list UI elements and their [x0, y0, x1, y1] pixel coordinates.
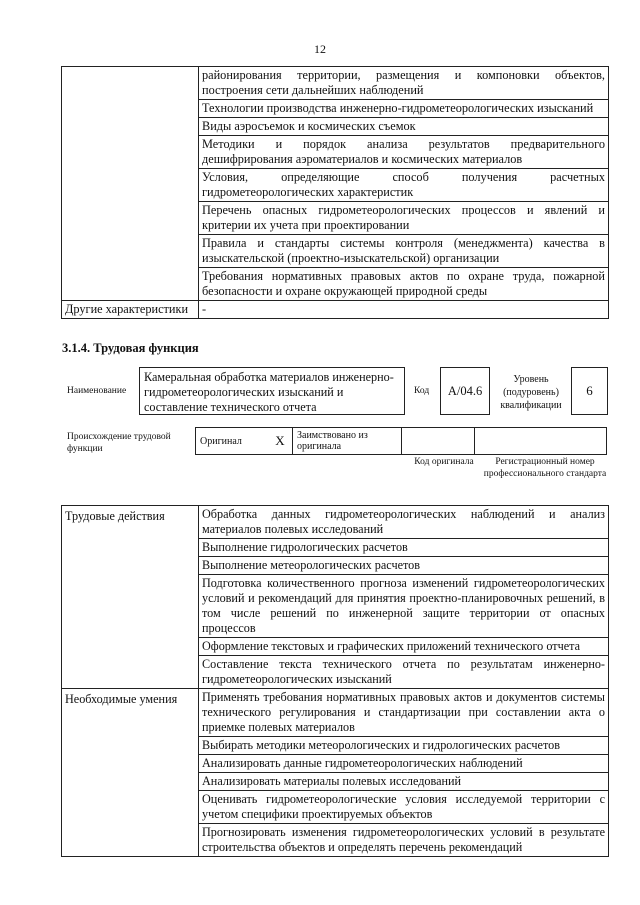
- skill-item: Применять требования нормативных правовых актов и документов системы технического регулирования и стандартизации при составлении акта о приемке полевых материалов: [199, 689, 609, 737]
- skill-item: Анализировать данные гидрометеорологических наблюдений: [199, 755, 609, 773]
- required-skills-label: Необходимые умения: [62, 689, 199, 857]
- registration-number-note: Регистрационный номер профессионального стандарта: [483, 457, 607, 479]
- labor-action-item: Обработка данных гидрометеорологических наблюдений и анализ материалов полевых исследований: [199, 506, 609, 539]
- knowledge-item: Технологии производства инженерно-гидрометеорологических изысканий: [199, 100, 609, 118]
- table-row: [62, 67, 609, 100]
- other-characteristics-value: -: [199, 301, 609, 319]
- labor-action-item: Составление текста технического отчета по результатам инженерно-гидрометеорологических изысканий: [199, 656, 609, 689]
- knowledge-item: Методики и порядок анализа результатов предварительного дешифрирования аэроматериалов и космических материалов: [199, 136, 609, 169]
- original-mark: X: [268, 428, 293, 455]
- other-characteristics-label: Другие характеристики: [62, 301, 199, 319]
- function-code: A/04.6: [440, 367, 490, 415]
- code-label: Код: [414, 386, 430, 396]
- borrowed-label: Заимствовано из оригинала: [293, 428, 402, 455]
- origin-label: Происхождение трудовой функции: [67, 432, 171, 454]
- registration-number-cell: [475, 428, 607, 455]
- labor-action-item: Оформление текстовых и графических приложений технического отчета: [199, 638, 609, 656]
- knowledge-table-continuation: [61, 66, 609, 319]
- original-code-cell: [402, 428, 475, 455]
- skill-item: Прогнозировать изменения гидрометеорологических условий в результате строительства объектов и определять перечень рекомендаций: [199, 824, 609, 857]
- skill-item: Выбирать методики метеорологических и гидрологических расчетов: [199, 737, 609, 755]
- qualification-level-label: Уровень (подуровень) квалификации: [500, 374, 562, 411]
- original-code-note: Код оригинала: [414, 457, 474, 467]
- knowledge-item: районирования территории, размещения и компоновки объектов, построения сети дальнейших наблюдений: [199, 67, 609, 100]
- knowledge-item: Перечень опасных гидрометеорологических процессов и явлений и критерии их учета при проектировании: [199, 202, 609, 235]
- knowledge-item: Правила и стандарты системы контроля (менеджмента) качества в изыскательской (проектно-изыскательской) организации: [199, 235, 609, 268]
- skill-item: Оценивать гидрометеорологические условия исследуемой территории с учетом специфики проектируемых объектов: [199, 791, 609, 824]
- name-label: Наименование: [67, 386, 127, 396]
- labor-action-item: Подготовка количественного прогноза изменений гидрометеорологических условий и рекомендаций для принятия проектно-планировочных решений, в том числе решений по инженерной защите территории от опасных процессов: [199, 575, 609, 638]
- knowledge-item: Условия, определяющие способ получения расчетных гидрометеорологических характеристик: [199, 169, 609, 202]
- table-row: [62, 301, 609, 319]
- skill-item: Анализировать материалы полевых исследований: [199, 773, 609, 791]
- function-name: Камеральная обработка материалов инженерно-гидрометеорологических изысканий и составление технического отчета: [139, 367, 405, 415]
- labor-action-item: Выполнение гидрологических расчетов: [199, 539, 609, 557]
- page-number: 12: [314, 42, 326, 56]
- table-row: [62, 689, 609, 737]
- labor-action-item: Выполнение метеорологических расчетов: [199, 557, 609, 575]
- labor-actions-label: Трудовые действия: [62, 506, 199, 689]
- empty-label-cell: [62, 67, 199, 301]
- origin-table: [195, 427, 607, 455]
- knowledge-item: Требования нормативных правовых актов по охране труда, пожарной безопасности и охране окружающей природной среды: [199, 268, 609, 301]
- labor-function-table: [61, 505, 609, 857]
- table-row: [196, 428, 607, 455]
- section-title: 3.1.4. Трудовая функция: [62, 341, 199, 355]
- qualification-level: 6: [571, 367, 608, 415]
- table-row: [62, 506, 609, 539]
- knowledge-item: Виды аэросъемок и космических съемок: [199, 118, 609, 136]
- original-label: Оригинал: [196, 428, 269, 455]
